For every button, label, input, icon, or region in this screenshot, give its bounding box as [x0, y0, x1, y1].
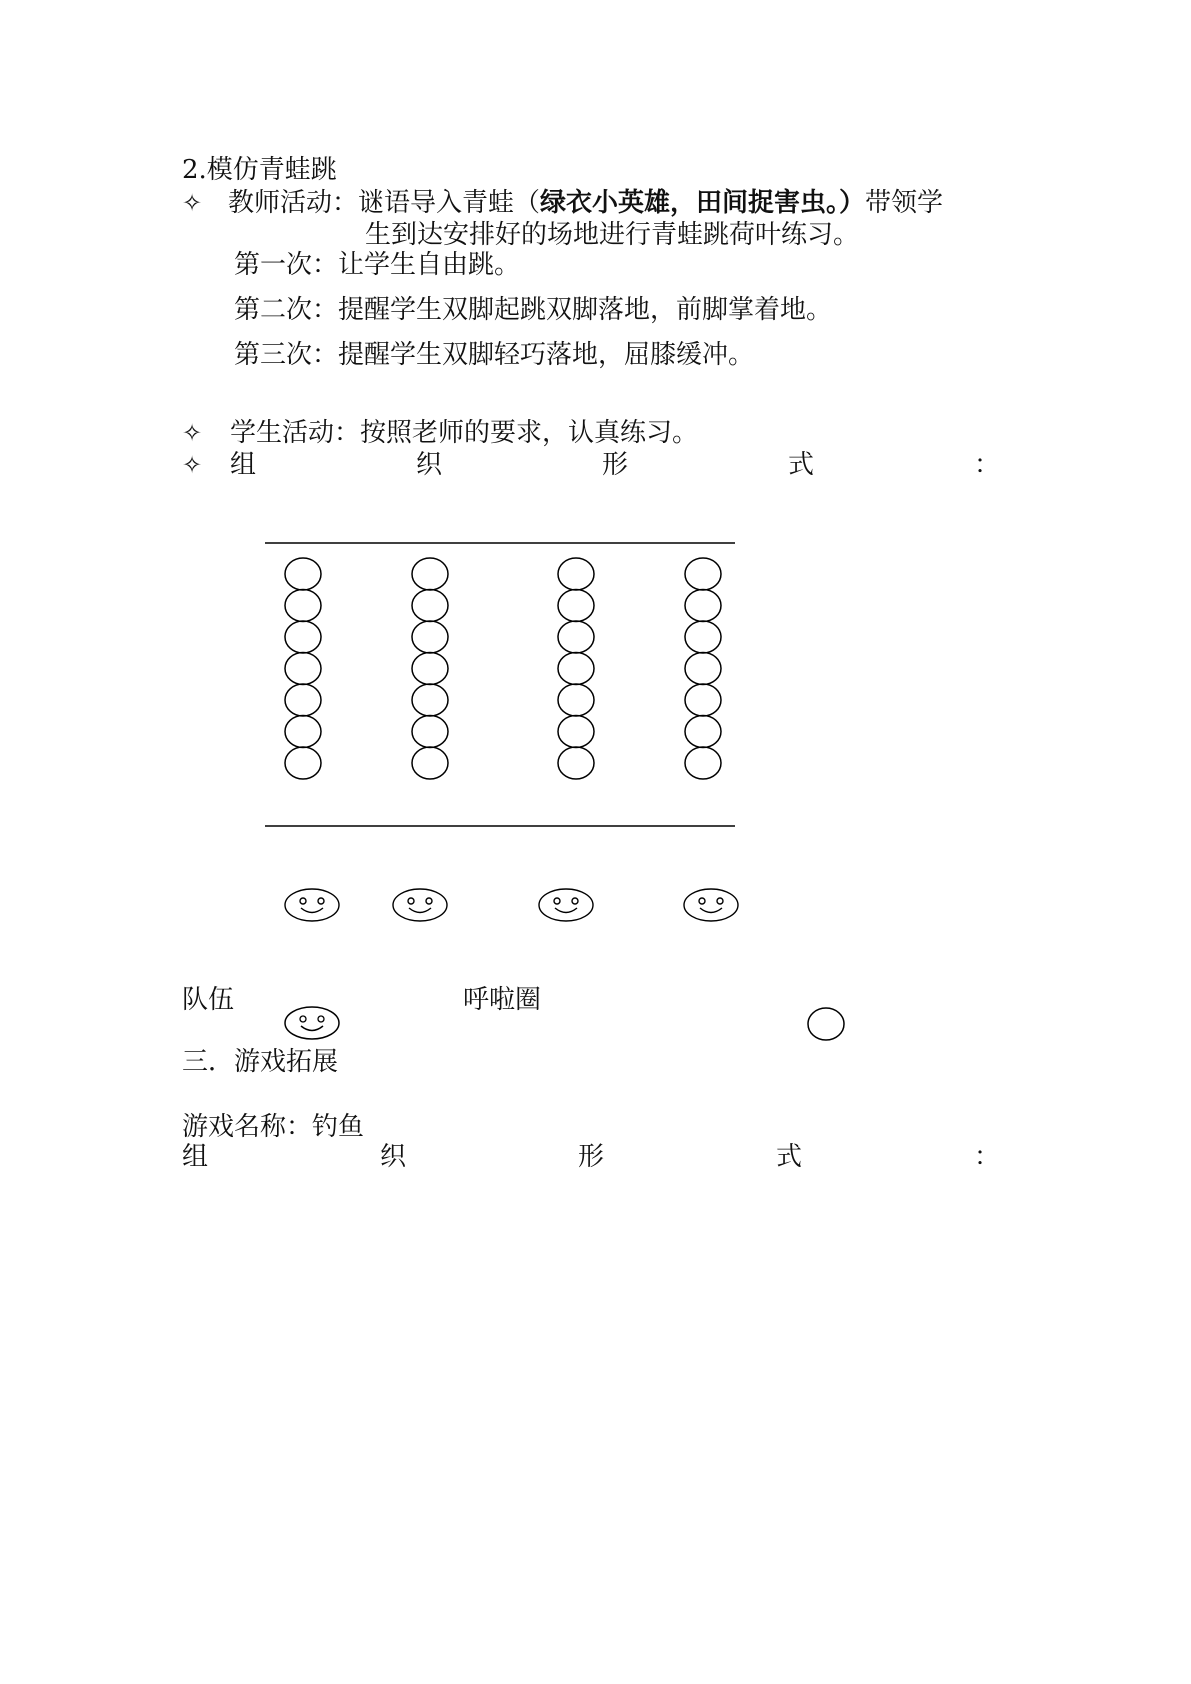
- hula-hoop: [685, 747, 721, 779]
- hula-hoop: [412, 590, 448, 622]
- hula-hoop: [558, 653, 594, 685]
- hula-hoop: [412, 747, 448, 779]
- four-point-star-icon: ✧: [182, 451, 203, 479]
- hula-hoop: [558, 747, 594, 779]
- step-1: 第一次：让学生自由跳。: [234, 250, 521, 280]
- hula-hoop: [558, 558, 594, 590]
- frog-riddle: 绿衣小英雄，田间捉害虫。）: [540, 188, 866, 218]
- hula-hoop: [558, 684, 594, 716]
- org2-char-1: 组: [182, 1142, 209, 1172]
- org-char-3: 形: [601, 450, 628, 480]
- org2-char-5: ：: [973, 1142, 1000, 1172]
- smiley-face-icon: [539, 889, 593, 921]
- hula-hoop: [685, 653, 721, 685]
- hula-hoop: [285, 558, 321, 590]
- hula-hoop: [412, 716, 448, 748]
- hula-hoop: [685, 684, 721, 716]
- hula-hoop: [285, 747, 321, 779]
- hula-hoop-circle-icon: [806, 1006, 846, 1042]
- organization-form-label-2: [182, 1142, 1000, 1172]
- teacher-activity-intro: 谜语导入青蛙（: [358, 188, 541, 218]
- hula-hoop: [558, 590, 594, 622]
- smiley-face-icon: [282, 1004, 342, 1042]
- hula-hoop: [412, 621, 448, 653]
- four-point-star-icon: ✧: [182, 419, 203, 447]
- hula-hoop: [412, 653, 448, 685]
- hula-hoop: [558, 621, 594, 653]
- hula-hoop: [285, 621, 321, 653]
- team-label: 队伍: [182, 985, 235, 1015]
- student-activity: 学生活动：按照老师的要求，认真练习。: [230, 418, 699, 448]
- hula-hoop: [412, 558, 448, 590]
- teacher-activity-label: 教师活动：: [228, 188, 359, 218]
- step-3: 第三次：提醒学生双脚轻巧落地，屈膝缓冲。: [234, 340, 755, 370]
- section-three-heading: 三．游戏拓展: [182, 1047, 339, 1077]
- section-heading: 2.模仿青蛙跳: [182, 155, 337, 185]
- org2-char-4: 式: [775, 1142, 802, 1172]
- teacher-activity-line-2: 生到达安排好的场地进行青蛙跳荷叶练习。: [365, 220, 860, 250]
- game-name: 游戏名称：钓鱼: [182, 1112, 365, 1142]
- hula-hoop: [558, 716, 594, 748]
- smiley-face-icon: [285, 889, 339, 921]
- hula-hoop: [412, 684, 448, 716]
- hula-hoop-columns: [285, 558, 721, 779]
- org-char-5: ：: [973, 450, 1000, 480]
- org-char-1: 组: [230, 450, 257, 480]
- teacher-activity-lead: 带领学: [865, 188, 944, 218]
- org-char-4: 式: [787, 450, 814, 480]
- hoop-label: 呼啦圈: [463, 985, 542, 1015]
- student-row: [285, 889, 738, 921]
- org2-char-3: 形: [577, 1142, 604, 1172]
- hula-hoop: [685, 558, 721, 590]
- hula-hoop: [285, 653, 321, 685]
- hula-hoop: [285, 716, 321, 748]
- hula-hoop: [285, 684, 321, 716]
- hula-hoop: [285, 590, 321, 622]
- smiley-face-icon: [684, 889, 738, 921]
- org2-char-2: 织: [379, 1142, 406, 1172]
- smiley-face-icon: [393, 889, 447, 921]
- hula-hoop: [685, 716, 721, 748]
- step-2: 第二次：提醒学生双脚起跳双脚落地，前脚掌着地。: [234, 295, 833, 325]
- hula-hoop: [685, 621, 721, 653]
- hula-hoop: [685, 590, 721, 622]
- four-point-star-icon: ✧: [182, 189, 203, 217]
- org-char-2: 织: [415, 450, 442, 480]
